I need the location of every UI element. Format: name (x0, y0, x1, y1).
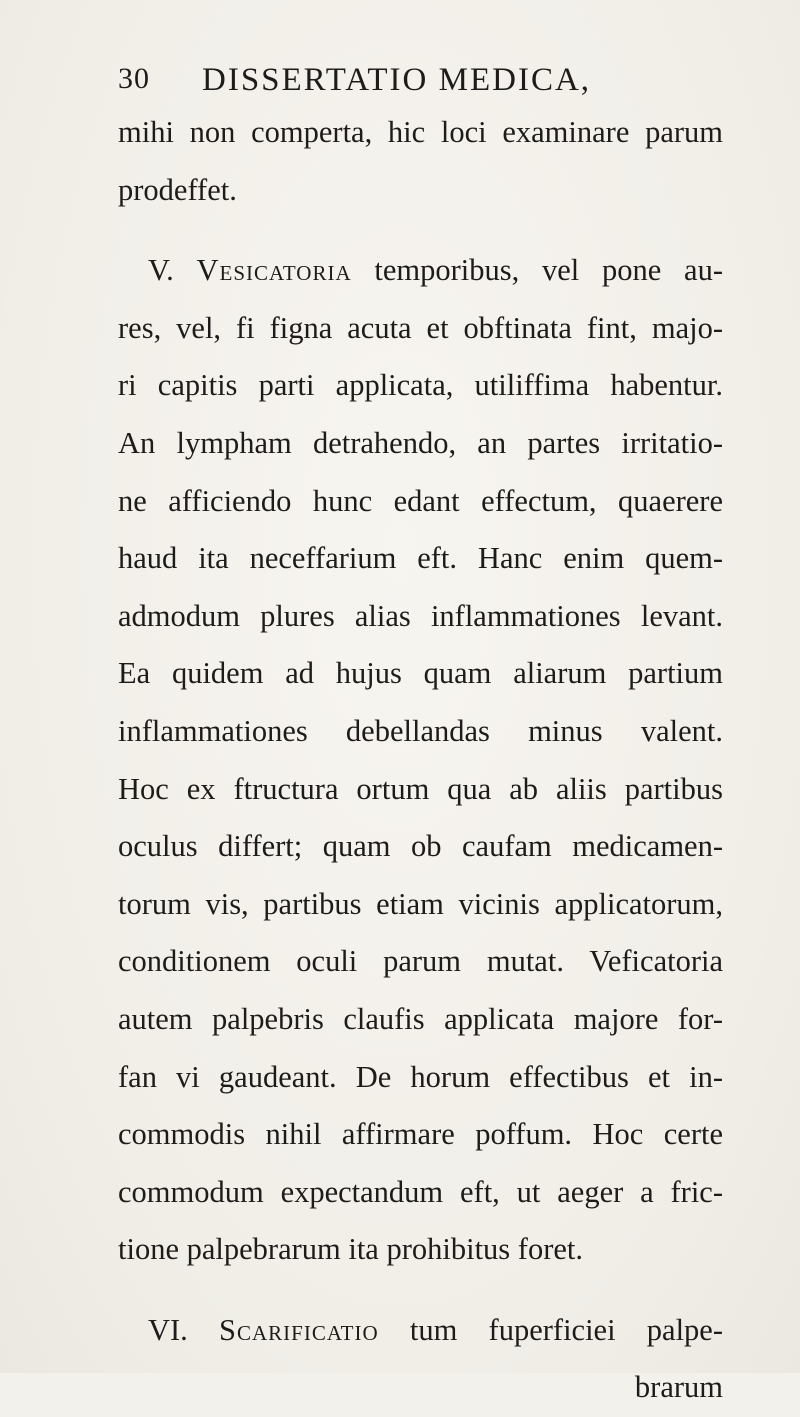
text-line: haud ita neceffarium eft. Hanc enim quem- (118, 541, 723, 576)
text-line-rest: temporibus, vel pone au- (374, 253, 723, 288)
section-keyword: Vesicatoria (196, 253, 352, 288)
text-line: prodeffet. (118, 172, 237, 207)
text-line: ri capitis parti applicata, utiliffima habentur. (118, 368, 723, 403)
text-line: An lympham detrahendo, an partes irritatio- (118, 425, 723, 460)
running-title: DISSERTATIO MEDICA, (202, 62, 592, 98)
section-numeral: VI. (148, 1312, 188, 1347)
text-line: commodum expectandum eft, ut aeger a fric- (118, 1174, 723, 1209)
section-numeral: V. (148, 253, 174, 288)
page-header (118, 62, 738, 102)
text-line: commodis nihil affirmare poffum. Hoc certe (118, 1117, 723, 1152)
text-line: autem palpebris claufis applicata majore for- (118, 1001, 723, 1036)
catchword: brarum (634, 1370, 723, 1405)
text-line: conditionem oculi parum mutat. Veficatoria (118, 944, 723, 979)
text-line: oculus differt; quam ob caufam medicamen- (118, 829, 723, 864)
text-line: torum vis, partibus etiam vicinis applicatorum, (118, 886, 723, 921)
page-number: 30 (118, 62, 150, 95)
text-line: Ea quidem ad hujus quam aliarum partium (118, 656, 723, 691)
section-heading-v (118, 242, 723, 300)
body-text (118, 104, 723, 1417)
text-line: mihi non comperta, hic loci examinare parum (118, 115, 723, 149)
text-line: tione palpebrarum ita prohibitus foret. (118, 1232, 583, 1267)
text-line: res, vel, fi figna acuta et obftinata fint, majo- (118, 310, 723, 345)
text-line-rest: tum fuperficiei palpe- (409, 1312, 723, 1347)
text-line: inflammationes debellandas minus valent. (118, 713, 723, 748)
text-line: admodum plures alias inflammationes levant. (118, 598, 723, 633)
paragraph-gap (118, 219, 723, 242)
paragraph-gap (118, 1279, 723, 1302)
section-heading-vi (118, 1302, 723, 1360)
text-line: ne afficiendo hunc edant effectum, quaerere (118, 483, 723, 518)
text-line: Hoc ex ftructura ortum qua ab aliis partibus (118, 771, 723, 806)
text-line: fan vi gaudeant. De horum effectibus et in- (118, 1059, 723, 1094)
section-keyword: Scarificatio (219, 1312, 379, 1347)
